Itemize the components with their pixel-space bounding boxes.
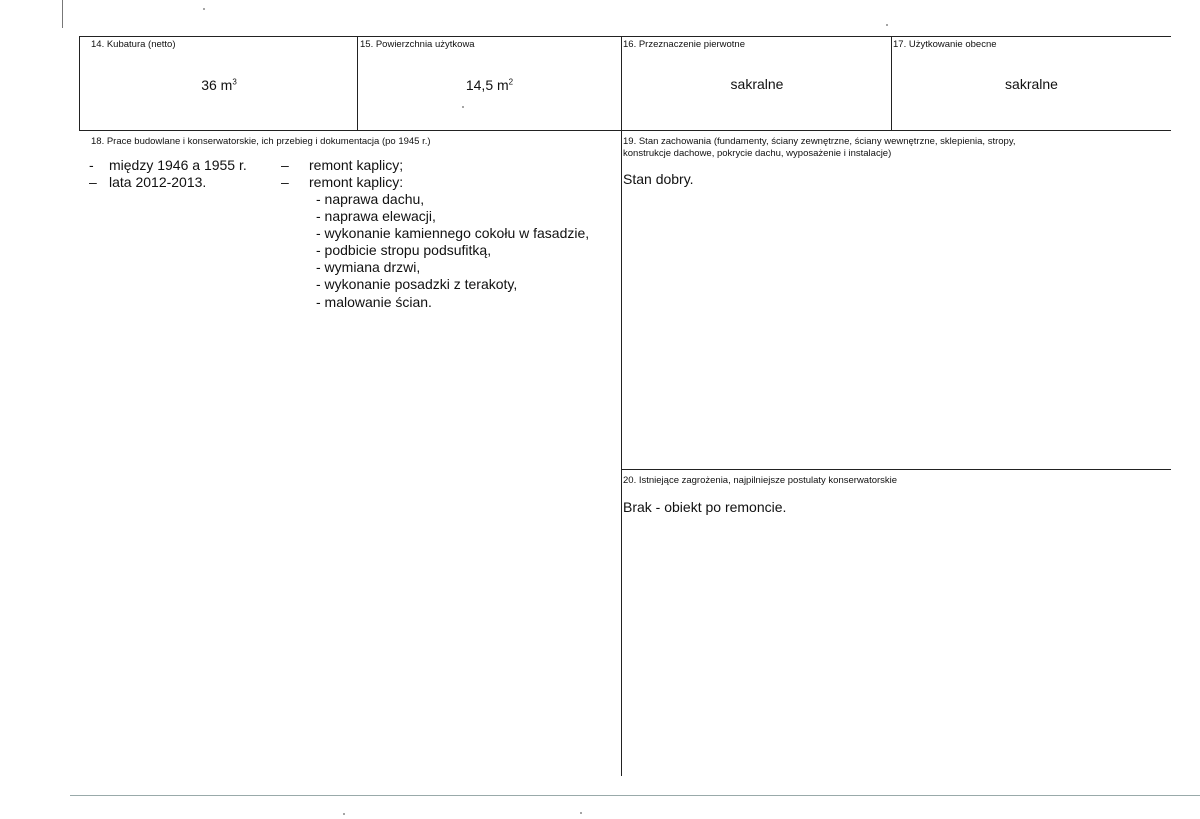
- scan-speck: [580, 812, 582, 814]
- entry-separator: –: [281, 157, 289, 173]
- scan-edge-mark: [70, 795, 1200, 796]
- field-15-label: 15. Powierzchnia użytkowa: [360, 39, 475, 50]
- rule-row1-bottom: [79, 130, 1171, 131]
- field-19-label-line2: konstrukcje dachowe, pokrycie dachu, wyposażenie i instalacje): [623, 148, 892, 159]
- entry-description: remont kaplicy:: [309, 174, 404, 190]
- works-subitem: - malowanie ścian.: [316, 293, 432, 310]
- field-17-label: 17. Użytkowanie obecne: [893, 39, 997, 50]
- entry-dash: -: [89, 157, 94, 173]
- rule-col-16: [621, 36, 622, 776]
- field-16-value: sakralne: [730, 76, 784, 92]
- entry-dash: –: [89, 174, 97, 190]
- field-19-label-line1: 19. Stan zachowania (fundamenty, ściany zewnętrzne, ściany wewnętrzne, sklepienia, stropy,: [623, 136, 1016, 147]
- works-subitem: - naprawa elewacji,: [316, 208, 436, 225]
- field-19-value: Stan dobry.: [623, 171, 694, 187]
- entry-date: między 1946 a 1955 r.: [109, 157, 247, 173]
- scan-speck: [343, 813, 345, 815]
- scan-speck: [886, 24, 888, 26]
- field-15-value: [358, 77, 621, 93]
- works-subitem: - podbicie stropu podsufitką,: [316, 242, 492, 259]
- works-subitem: - wykonanie kamiennego cokołu w fasadzie,: [316, 225, 590, 242]
- works-subitem: - wymiana drzwi,: [316, 259, 421, 276]
- field-14-number: 36 m: [201, 77, 233, 93]
- works-subitem: - wykonanie posadzki z terakoty,: [316, 276, 518, 293]
- field-20-label: 20. Istniejące zagrożenia, najpilniejsze postulaty konserwatorskie: [623, 475, 898, 486]
- entry-description: remont kaplicy;: [309, 157, 404, 173]
- field-16-label: 16. Przeznaczenie pierwotne: [623, 39, 745, 50]
- field-14-label: 14. Kubatura (netto): [91, 39, 176, 50]
- field-15-number: 14,5 m: [465, 77, 509, 93]
- field-14-value: [80, 77, 358, 93]
- field-17-value: sakralne: [1005, 76, 1058, 92]
- form-table: [79, 36, 1171, 776]
- entry-date: lata 2012-2013.: [109, 174, 207, 190]
- scan-edge-mark: [62, 0, 63, 28]
- field-20-value: Brak - obiekt po remoncie.: [623, 499, 787, 515]
- rule-f20-top: [621, 469, 1171, 470]
- rule-top: [79, 36, 1171, 37]
- entry-separator: –: [281, 174, 289, 190]
- scan-speck: [203, 8, 205, 10]
- field-15-unit-exponent: 2: [508, 77, 514, 87]
- field-14-unit-exponent: 3: [232, 77, 237, 87]
- works-subitems: [316, 191, 589, 311]
- field-18-label: 18. Prace budowlane i konserwatorskie, ich przebieg i dokumentacja (po 1945 r.): [91, 136, 431, 147]
- works-subitem: - naprawa dachu,: [316, 191, 425, 207]
